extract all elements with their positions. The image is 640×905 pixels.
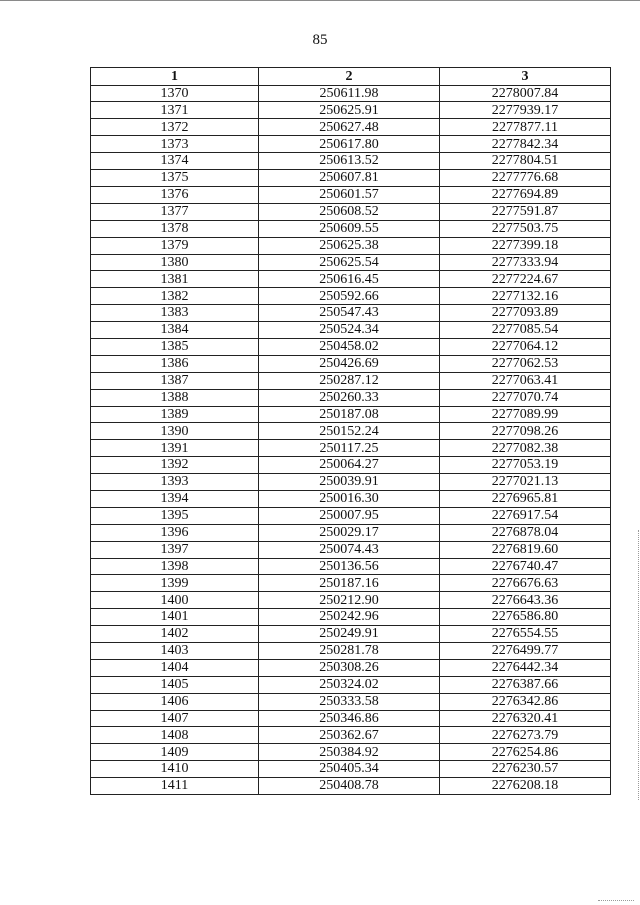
x-coordinate-cell: 250324.02 (259, 676, 440, 693)
x-coordinate-cell: 250384.92 (259, 744, 440, 761)
x-coordinate-cell: 250187.16 (259, 575, 440, 592)
point-number-cell: 1384 (91, 322, 259, 339)
y-coordinate-cell: 2277333.94 (440, 254, 611, 271)
y-coordinate-cell: 2276208.18 (440, 778, 611, 795)
x-coordinate-cell: 250333.58 (259, 693, 440, 710)
table-row (91, 119, 611, 136)
point-number-cell: 1398 (91, 558, 259, 575)
x-coordinate-cell: 250308.26 (259, 659, 440, 676)
top-border-rule (0, 0, 640, 3)
point-number-cell: 1395 (91, 507, 259, 524)
point-number-cell: 1374 (91, 153, 259, 170)
x-coordinate-cell: 250608.52 (259, 203, 440, 220)
point-number-cell: 1394 (91, 490, 259, 507)
point-number-cell: 1383 (91, 305, 259, 322)
x-coordinate-cell: 250405.34 (259, 761, 440, 778)
point-number-cell: 1370 (91, 85, 259, 102)
y-coordinate-cell: 2277021.13 (440, 474, 611, 491)
table-row (91, 642, 611, 659)
table-row (91, 592, 611, 609)
point-number-cell: 1382 (91, 288, 259, 305)
x-coordinate-cell: 250260.33 (259, 389, 440, 406)
y-coordinate-cell: 2277098.26 (440, 423, 611, 440)
table-row (91, 778, 611, 795)
table-row (91, 541, 611, 558)
y-coordinate-cell: 2277591.87 (440, 203, 611, 220)
point-number-cell: 1376 (91, 186, 259, 203)
point-number-cell: 1372 (91, 119, 259, 136)
point-number-cell: 1403 (91, 642, 259, 659)
x-coordinate-cell: 250362.67 (259, 727, 440, 744)
point-number-cell: 1377 (91, 203, 259, 220)
table-row (91, 338, 611, 355)
x-coordinate-cell: 250029.17 (259, 524, 440, 541)
x-coordinate-cell: 250617.80 (259, 136, 440, 153)
table-row (91, 423, 611, 440)
point-number-cell: 1371 (91, 102, 259, 119)
point-number-cell: 1404 (91, 659, 259, 676)
y-coordinate-cell: 2277063.41 (440, 372, 611, 389)
y-coordinate-cell: 2277064.12 (440, 338, 611, 355)
table-row (91, 288, 611, 305)
point-number-cell: 1399 (91, 575, 259, 592)
x-coordinate-cell: 250039.91 (259, 474, 440, 491)
point-number-cell: 1387 (91, 372, 259, 389)
y-coordinate-cell: 2276917.54 (440, 507, 611, 524)
column-header-3: 3 (440, 68, 611, 86)
point-number-cell: 1389 (91, 406, 259, 423)
table-row (91, 474, 611, 491)
table-row (91, 558, 611, 575)
y-coordinate-cell: 2276230.57 (440, 761, 611, 778)
x-coordinate-cell: 250152.24 (259, 423, 440, 440)
point-number-cell: 1393 (91, 474, 259, 491)
column-header-1: 1 (91, 68, 259, 86)
y-coordinate-cell: 2276254.86 (440, 744, 611, 761)
table-row (91, 507, 611, 524)
x-coordinate-cell: 250426.69 (259, 355, 440, 372)
y-coordinate-cell: 2276740.47 (440, 558, 611, 575)
x-coordinate-cell: 250136.56 (259, 558, 440, 575)
table-row (91, 237, 611, 254)
y-coordinate-cell: 2277939.17 (440, 102, 611, 119)
y-coordinate-cell: 2277877.11 (440, 119, 611, 136)
y-coordinate-cell: 2277694.89 (440, 186, 611, 203)
y-coordinate-cell: 2277062.53 (440, 355, 611, 372)
table-row (91, 220, 611, 237)
x-coordinate-cell: 250117.25 (259, 440, 440, 457)
point-number-cell: 1407 (91, 710, 259, 727)
y-coordinate-cell: 2277070.74 (440, 389, 611, 406)
y-coordinate-cell: 2277804.51 (440, 153, 611, 170)
point-number-cell: 1392 (91, 457, 259, 474)
table-row (91, 575, 611, 592)
y-coordinate-cell: 2276320.41 (440, 710, 611, 727)
x-coordinate-cell: 250187.08 (259, 406, 440, 423)
x-coordinate-cell: 250212.90 (259, 592, 440, 609)
x-coordinate-cell: 250074.43 (259, 541, 440, 558)
x-coordinate-cell: 250249.91 (259, 626, 440, 643)
y-coordinate-cell: 2277776.68 (440, 170, 611, 187)
point-number-cell: 1385 (91, 338, 259, 355)
coordinates-table (90, 67, 611, 795)
y-coordinate-cell: 2277089.99 (440, 406, 611, 423)
x-coordinate-cell: 250524.34 (259, 322, 440, 339)
point-number-cell: 1391 (91, 440, 259, 457)
table-row (91, 389, 611, 406)
table-row (91, 153, 611, 170)
table-row (91, 85, 611, 102)
x-coordinate-cell: 250242.96 (259, 609, 440, 626)
y-coordinate-cell: 2277503.75 (440, 220, 611, 237)
table-row (91, 710, 611, 727)
table-row (91, 490, 611, 507)
point-number-cell: 1409 (91, 744, 259, 761)
table-row (91, 322, 611, 339)
table-row (91, 254, 611, 271)
x-coordinate-cell: 250287.12 (259, 372, 440, 389)
point-number-cell: 1396 (91, 524, 259, 541)
y-coordinate-cell: 2277082.38 (440, 440, 611, 457)
point-number-cell: 1410 (91, 761, 259, 778)
y-coordinate-cell: 2277399.18 (440, 237, 611, 254)
point-number-cell: 1375 (91, 170, 259, 187)
x-coordinate-cell: 250601.57 (259, 186, 440, 203)
x-coordinate-cell: 250346.86 (259, 710, 440, 727)
y-coordinate-cell: 2276878.04 (440, 524, 611, 541)
table-row (91, 744, 611, 761)
point-number-cell: 1411 (91, 778, 259, 795)
y-coordinate-cell: 2276273.79 (440, 727, 611, 744)
table-row (91, 524, 611, 541)
table-row (91, 372, 611, 389)
table-row (91, 609, 611, 626)
table-row (91, 271, 611, 288)
table-body (91, 85, 611, 794)
table-header-row (91, 68, 611, 86)
x-coordinate-cell: 250627.48 (259, 119, 440, 136)
x-coordinate-cell: 250609.55 (259, 220, 440, 237)
x-coordinate-cell: 250281.78 (259, 642, 440, 659)
point-number-cell: 1379 (91, 237, 259, 254)
x-coordinate-cell: 250016.30 (259, 490, 440, 507)
point-number-cell: 1380 (91, 254, 259, 271)
y-coordinate-cell: 2276554.55 (440, 626, 611, 643)
page-number: 85 (312, 32, 328, 48)
x-coordinate-cell: 250408.78 (259, 778, 440, 795)
point-number-cell: 1406 (91, 693, 259, 710)
table-row (91, 626, 611, 643)
point-number-cell: 1378 (91, 220, 259, 237)
point-number-cell: 1401 (91, 609, 259, 626)
table-row (91, 102, 611, 119)
x-coordinate-cell: 250007.95 (259, 507, 440, 524)
point-number-cell: 1408 (91, 727, 259, 744)
y-coordinate-cell: 2277085.54 (440, 322, 611, 339)
y-coordinate-cell: 2276819.60 (440, 541, 611, 558)
y-coordinate-cell: 2276499.77 (440, 642, 611, 659)
point-number-cell: 1400 (91, 592, 259, 609)
y-coordinate-cell: 2276387.66 (440, 676, 611, 693)
y-coordinate-cell: 2276442.34 (440, 659, 611, 676)
y-coordinate-cell: 2276676.63 (440, 575, 611, 592)
point-number-cell: 1397 (91, 541, 259, 558)
x-coordinate-cell: 250064.27 (259, 457, 440, 474)
point-number-cell: 1390 (91, 423, 259, 440)
table-row (91, 203, 611, 220)
x-coordinate-cell: 250611.98 (259, 85, 440, 102)
x-coordinate-cell: 250458.02 (259, 338, 440, 355)
table-row (91, 693, 611, 710)
x-coordinate-cell: 250607.81 (259, 170, 440, 187)
y-coordinate-cell: 2276643.36 (440, 592, 611, 609)
scan-bottom-marks (598, 899, 634, 901)
y-coordinate-cell: 2277224.67 (440, 271, 611, 288)
table-row (91, 406, 611, 423)
table-row (91, 457, 611, 474)
y-coordinate-cell: 2277842.34 (440, 136, 611, 153)
table-row (91, 761, 611, 778)
y-coordinate-cell: 2276965.81 (440, 490, 611, 507)
column-header-2: 2 (259, 68, 440, 86)
table-row (91, 676, 611, 693)
y-coordinate-cell: 2277132.16 (440, 288, 611, 305)
y-coordinate-cell: 2278007.84 (440, 85, 611, 102)
point-number-cell: 1405 (91, 676, 259, 693)
x-coordinate-cell: 250625.91 (259, 102, 440, 119)
table-row (91, 727, 611, 744)
y-coordinate-cell: 2277053.19 (440, 457, 611, 474)
point-number-cell: 1381 (91, 271, 259, 288)
table-row (91, 170, 611, 187)
x-coordinate-cell: 250547.43 (259, 305, 440, 322)
y-coordinate-cell: 2276586.80 (440, 609, 611, 626)
table-row (91, 440, 611, 457)
point-number-cell: 1402 (91, 626, 259, 643)
x-coordinate-cell: 250616.45 (259, 271, 440, 288)
point-number-cell: 1388 (91, 389, 259, 406)
x-coordinate-cell: 250592.66 (259, 288, 440, 305)
table-row (91, 305, 611, 322)
table-row (91, 659, 611, 676)
x-coordinate-cell: 250625.38 (259, 237, 440, 254)
point-number-cell: 1373 (91, 136, 259, 153)
y-coordinate-cell: 2277093.89 (440, 305, 611, 322)
scan-margin-marks (636, 530, 639, 800)
x-coordinate-cell: 250613.52 (259, 153, 440, 170)
table-row (91, 136, 611, 153)
point-number-cell: 1386 (91, 355, 259, 372)
y-coordinate-cell: 2276342.86 (440, 693, 611, 710)
table-row (91, 355, 611, 372)
table-row (91, 186, 611, 203)
x-coordinate-cell: 250625.54 (259, 254, 440, 271)
